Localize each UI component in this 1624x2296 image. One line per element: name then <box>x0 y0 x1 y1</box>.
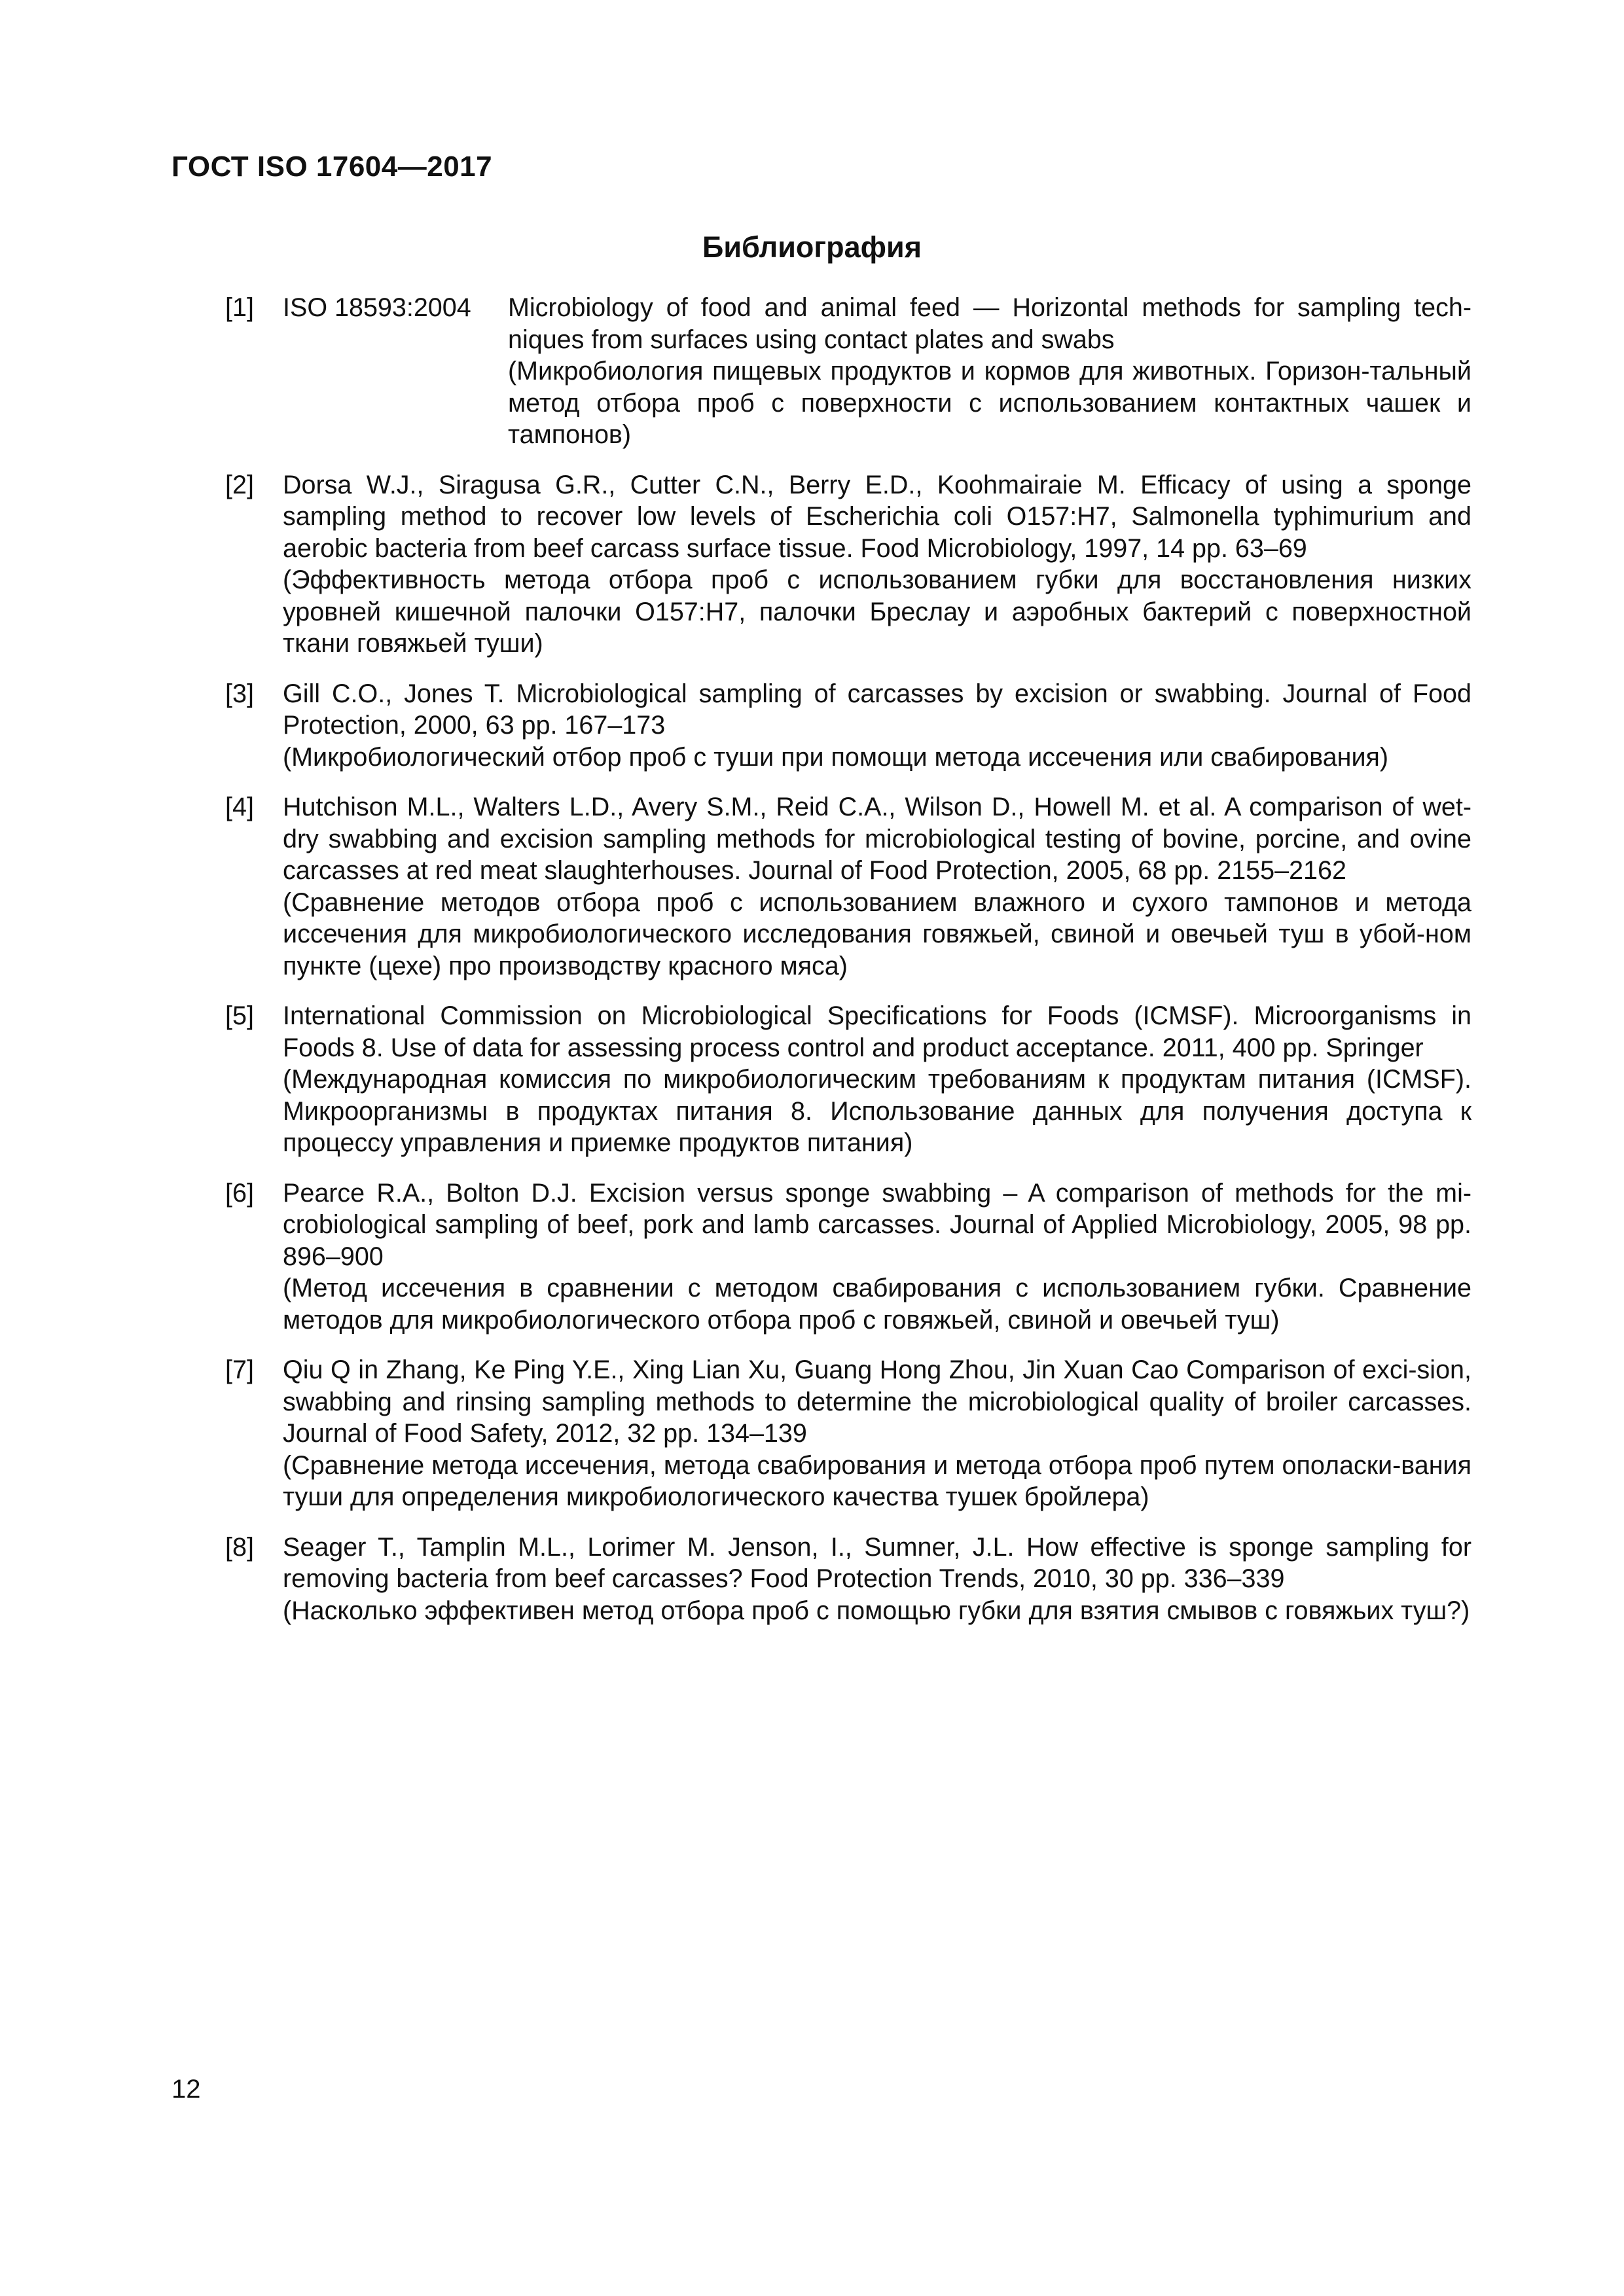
reference-translation: (Метод иссечения в сравнении с методом свабирования с использованием губки. Сравнение методов для микробиологического отбора проб с говяжьей, свиной и овечьей туш) <box>283 1274 1471 1335</box>
section-title: Библиография <box>702 230 922 264</box>
reference-entry <box>225 1000 1471 1159</box>
reference-translation: (Сравнение методов отбора проб с использованием влажного и сухого тампонов и метода иссечения для микробиологического исследования говяжьей, свиной и овечьей туш в убой-ном пункте (цехе) про производству красного мяса) <box>283 888 1471 980</box>
reference-translation: (Международная комиссия по микробиологическим требованиям к продуктам питания (ICMSF). Микроорганизмы в продуктах питания 8. Использование данных для получения доступа к процессу управления и приемке продуктов питания) <box>283 1065 1471 1157</box>
reference-translation: (Микробиологический отбор проб с туши при помощи метода иссечения или свабирования) <box>283 742 1389 772</box>
reference-entry <box>225 1354 1471 1513</box>
reference-entry <box>225 469 1471 660</box>
reference-body <box>283 469 1471 660</box>
reference-body <box>283 292 1471 451</box>
reference-number: [5] <box>225 1001 254 1030</box>
reference-text: Gill C.O., Jones T. Microbiological sampling of carcasses by excision or swabbing. Journal of Food Protection, 2000, 63 pp. 167–173 <box>283 679 1471 740</box>
reference-number: [4] <box>225 793 254 821</box>
reference-entry <box>225 678 1471 774</box>
reference-body <box>283 1354 1471 1513</box>
reference-text: Hutchison M.L., Walters L.D., Avery S.M., Reid C.A., Wilson D., Howell M. et al. A comparison of wet-dry swabbing and excision sampling methods for microbiological testing of bovine, porcine, and ovine carcasses at red meat slaughterhouses. Journal of Food Protection, 2005, 68 pp. 2155–2162 <box>283 793 1471 885</box>
reference-text: International Commission on Microbiological Specifications for Foods (ICMSF). Microorganisms in Foods 8. Use of data for assessing process control and product acceptance. 2011, 400 pp. Springer <box>283 1001 1471 1062</box>
reference-number: [6] <box>225 1178 254 1208</box>
reference-text: Seager T., Tamplin M.L., Lorimer M. Jenson, I., Sumner, J.L. How effective is sponge sampling for removing bacteria from beef carcasses? Food Protection Trends, 2010, 30 pp. 336–339 <box>283 1532 1471 1593</box>
reference-entry <box>225 292 1471 451</box>
reference-translation: (Насколько эффективен метод отбора проб с помощью губки для взятия смывов с говяжьих туш?) <box>283 1596 1470 1625</box>
reference-body <box>283 678 1471 774</box>
standard-text-block <box>508 292 1471 451</box>
reference-body <box>283 791 1471 982</box>
reference-text: Microbiology of food and animal feed — Horizontal methods for sampling tech-niques from surfaces using contact plates and swabs <box>508 293 1471 354</box>
reference-number: [7] <box>225 1355 254 1384</box>
document-code: ГОСТ ISO 17604—2017 <box>171 151 493 183</box>
reference-body <box>283 1000 1471 1159</box>
standard-row <box>283 292 1471 451</box>
reference-text: Qiu Q in Zhang, Ke Ping Y.E., Xing Lian Xu, Guang Hong Zhou, Jin Xuan Cao Comparison of exci-sion, swabbing and rinsing sampling methods to determine the microbiological quality of broiler carcasses. Journal of Food Safety, 2012, 32 pp. 134–139 <box>283 1355 1471 1448</box>
reference-number: [8] <box>225 1532 254 1562</box>
bibliography-list <box>225 292 1471 1645</box>
reference-body <box>283 1532 1471 1627</box>
reference-entry <box>225 1532 1471 1627</box>
reference-body <box>283 1177 1471 1336</box>
reference-number: [2] <box>225 470 254 499</box>
reference-translation: (Эффективность метода отбора проб с использованием губки для восстановления низких уровней кишечной палочки O157:H7, палочки Бреслау и аэробных бактерий с поверхностной ткани говяжьей туши) <box>283 565 1471 658</box>
standard-code: ISO 18593:2004 <box>283 293 471 322</box>
reference-translation: (Микробиология пищевых продуктов и кормов для животных. Горизон-тальный метод отбора проб с поверхности с использованием контактных чашек и тампонов) <box>508 357 1471 449</box>
reference-number: [1] <box>225 293 254 322</box>
reference-text: Pearce R.A., Bolton D.J. Excision versus sponge swabbing – A comparison of methods for the mi-crobiological sampling of beef, pork and lamb carcasses. Journal of Applied Microbiology, 2005, 98 pp. 896–900 <box>283 1178 1471 1271</box>
reference-text: Dorsa W.J., Siragusa G.R., Cutter C.N., Berry E.D., Koohmairaie M. Efficacy of using a sponge sampling method to recover low levels of Escherichia coli O157:H7, Salmonella typhimurium and aerobic bacteria from beef carcass surface tissue. Food Microbiology, 1997, 14 pp. 63–69 <box>283 470 1471 563</box>
page-number: 12 <box>171 2075 201 2104</box>
reference-number: [3] <box>225 679 254 708</box>
reference-translation: (Сравнение метода иссечения, метода свабирования и метода отбора проб путем ополаски-вания туши для определения микробиологического качества тушек бройлера) <box>283 1450 1471 1511</box>
reference-entry <box>225 791 1471 982</box>
reference-entry <box>225 1177 1471 1336</box>
